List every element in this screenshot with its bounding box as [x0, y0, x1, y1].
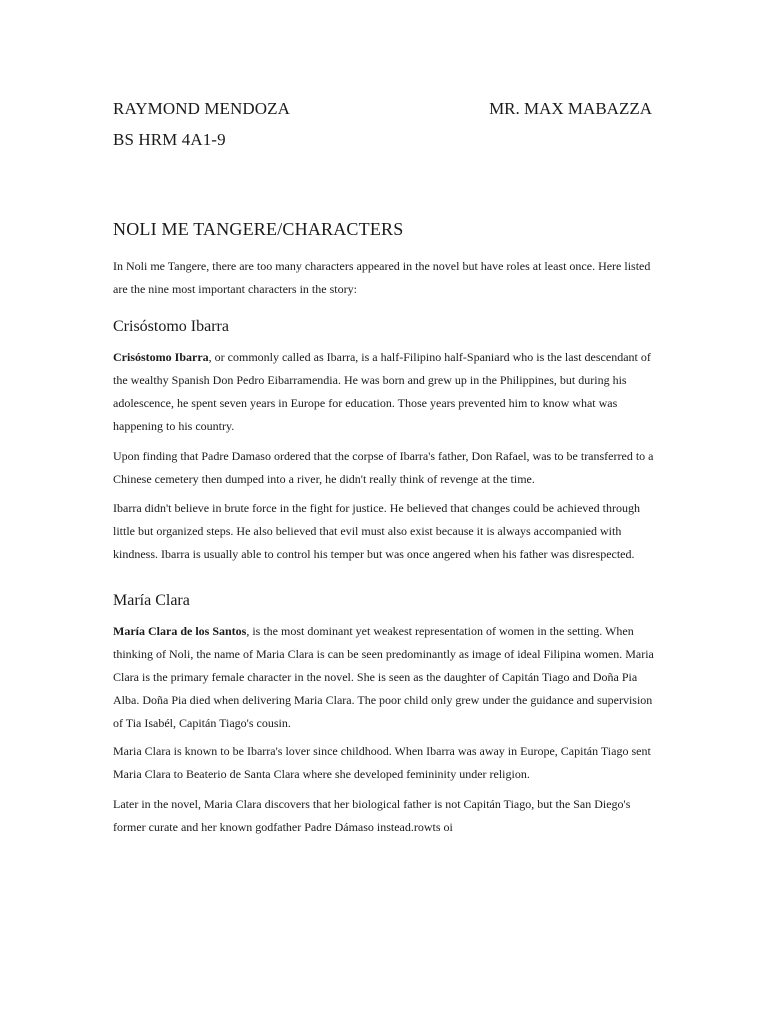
ibarra-paragraph-1-text: , or commonly called as Ibarra, is a half-Filipino half-Spaniard who is the last descendant of the wealthy Spanish Don Pedro Eibarramendia. He was born and grew up in the Philippines, but during his adolescence, he spent seven years in Europe for education. Those years prevented him to know what was happening to his country. — [113, 350, 651, 433]
maria-clara-paragraph-2: Maria Clara is known to be Ibarra's lover since childhood. When Ibarra was away in Europe, Capitán Tiago sent Maria Clara to Beaterio de Santa Clara where she developed femininity under religion. — [113, 744, 651, 781]
author-name: RAYMOND MENDOZA — [113, 99, 291, 118]
maria-clara-paragraph-1-text: , is the most dominant yet weakest representation of women in the setting. When thinking of Noli, the name of Maria Clara is can be seen predominantly as image of ideal Filipina women. Maria Clara is the primary female character in the novel. She is seen as the daughter of Capitán Tiago and Doña Pia Alba. Doña Pia died when delivering Maria Clara. The poor child only grew under the guidance and supervision of Tia Isabél, Capitán Tiago's cousin. — [113, 624, 654, 730]
maria-clara-paragraph-3: Later in the novel, Maria Clara discovers that her biological father is not Capitán Tiago, but the San Diego's former curate and her known godfather Padre Dámaso instead.rowts oi — [113, 797, 631, 834]
intro-paragraph: In Noli me Tangere, there are too many characters appeared in the novel but have roles at least once. Here listed are the nine most important characters in the story: — [113, 259, 651, 296]
maria-clara-paragraph-1 — [113, 620, 658, 735]
section-heading-ibarra: Crisóstomo Ibarra — [113, 318, 229, 335]
ibarra-paragraph-3: Ibarra didn't believe in brute force in the fight for justice. He believed that changes could be achieved through little but organized steps. He also believed that evil must also exist because it is always accompanied with kindness. Ibarra is usually able to control his temper but was once angered when his father was disrespected. — [113, 501, 640, 561]
ibarra-lead-name: Crisóstomo Ibarra — [113, 350, 209, 364]
teacher-name: MR. MAX MABAZZA — [489, 99, 652, 118]
ibarra-paragraph-1 — [113, 346, 658, 438]
course-code: BS HRM 4A1-9 — [113, 130, 226, 149]
ibarra-paragraph-2: Upon finding that Padre Damaso ordered that the corpse of Ibarra's father, Don Rafael, was to be transferred to a Chinese cemetery then dumped into a river, he didn't really think of revenge at the time. — [113, 449, 654, 486]
maria-clara-lead-name: María Clara de los Santos — [113, 624, 247, 638]
section-heading-maria-clara: María Clara — [113, 592, 190, 609]
document-title: NOLI ME TANGERE/CHARACTERS — [113, 219, 404, 239]
